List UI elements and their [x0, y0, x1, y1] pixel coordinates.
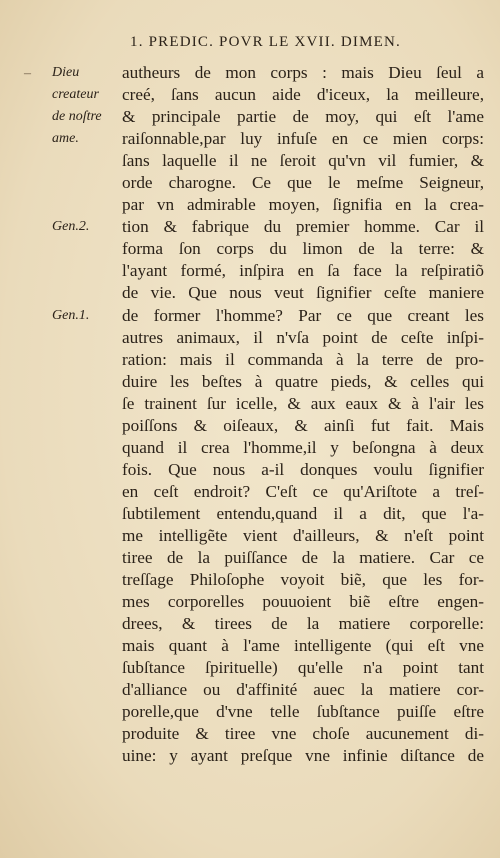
text-line: tiree de la puiſſance de la matiere. Car ce	[122, 548, 484, 568]
text-line: treſſage Philoſophe voyoit biẽ, que les for-	[122, 570, 484, 590]
text-line: & principale partie de moy, qui eſt l'ame	[122, 107, 484, 127]
text-line: duire les beſtes à quatre pieds, & celles qui	[122, 371, 484, 391]
text-line: par vn admirable moyen, ſignifia en la crea-	[122, 195, 484, 215]
running-header: 1. PREDIC. POVR LE XVII. DIMEN.	[130, 34, 401, 50]
text-line: ſans laquelle il ne ſeroit qu'vn vil fumier, &	[122, 151, 484, 171]
margin-note: Gen.1.	[52, 307, 90, 323]
text-line: tion & fabrique du premier homme. Car il	[122, 217, 484, 237]
text-line: en ceſt endroit? C'eſt ce qu'Ariſtote a treſ-	[122, 481, 484, 501]
text-line: autres animaux, il n'vſa point de ceſte inſpi-	[122, 327, 484, 347]
text-line: me intelligẽte vient d'ailleurs, & n'eſt point	[122, 525, 484, 545]
text-line: de former l'homme? Par ce que creant les	[122, 305, 484, 325]
text-line: de vie. Que nous veut ſignifier ceſte maniere	[122, 283, 484, 303]
text-line: uine: y ayant preſque vne infinie diſtance de	[122, 746, 484, 766]
margin-note: Gen.2.	[52, 219, 90, 235]
margin-note: createur	[52, 87, 99, 103]
text-line: ſubſtance ſpirituelle) qu'elle n'a point tant	[122, 658, 484, 678]
text-line: poiſſons & oiſeaux, & ainſi fut fait. Mais	[122, 415, 484, 435]
body-text	[122, 62, 484, 768]
margin-dash: –	[24, 66, 31, 81]
text-line: ration: mais il commanda à la terre de pro-	[122, 349, 484, 369]
text-line: mais quant à l'ame intelligente (qui eſt vne	[122, 636, 484, 656]
text-line: forma ſon corps du limon de la terre: &	[122, 239, 484, 259]
text-line: creé, ſans aucun aide d'iceux, la meilleure,	[122, 85, 484, 105]
text-line: drees, & tirees de la matiere corporelle:	[122, 614, 484, 634]
text-line: raiſonnable,par luy infuſe en ce mien corps:	[122, 129, 484, 149]
margin-note: de noſtre	[52, 109, 102, 125]
text-line: l'ayant formé, inſpira en ſa face la reſpiratiõ	[122, 261, 484, 281]
text-line: mes corporelles pouuoient biẽ eſtre engen-	[122, 592, 484, 612]
text-line: ſe trainent ſur icelle, & aux eaux & à l'air les	[122, 393, 484, 413]
text-line: d'alliance ou d'affinité auec la matiere cor-	[122, 680, 484, 700]
text-line: quand il crea l'homme,il y beſongna à deux	[122, 437, 484, 457]
text-line: fois. Que nous a-il donques voulu ſignifier	[122, 459, 484, 479]
text-line: produite & tiree vne choſe aucunement di-	[122, 724, 484, 744]
text-line: autheurs de mon corps : mais Dieu ſeul a	[122, 63, 484, 82]
text-line: porelle,que d'vne telle ſubſtance puiſſe eſtre	[122, 702, 484, 722]
text-line: orde charogne. Ce que le meſme Seigneur,	[122, 173, 484, 193]
margin-note: ame.	[52, 131, 79, 147]
text-line: ſubtilement entendu,quand il a dit, que l'a-	[122, 503, 484, 523]
margin-note: Dieu	[52, 65, 80, 80]
